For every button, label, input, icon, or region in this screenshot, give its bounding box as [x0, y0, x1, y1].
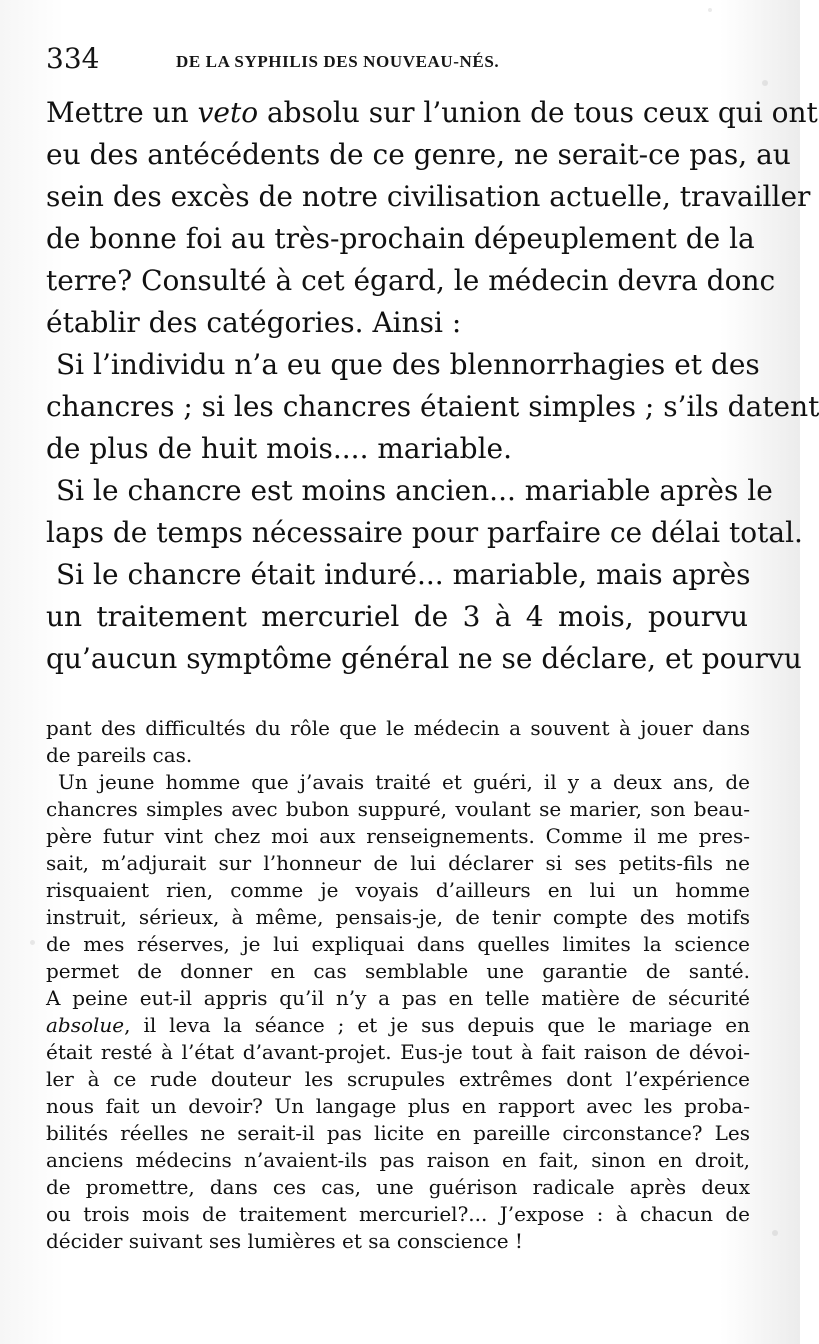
footnote-block	[46, 715, 750, 1255]
footnote-line: de mes réserves, je lui expliquai dans quelles limites la science	[46, 932, 750, 956]
main-text-line: eu des antécédents de ce genre, ne serait-ce pas, au	[46, 138, 791, 171]
footnote-line: bilités réelles ne serait-il pas licite en pareille circonstance? Les	[46, 1121, 750, 1145]
main-text-line: sein des excès de notre civilisation actuelle, travailler	[46, 180, 811, 213]
footnote-line: était resté à l’état d’avant-projet. Eus-je tout à fait raison de dévoi-	[46, 1040, 750, 1064]
footnote-line: anciens médecins n’avaient-ils pas raison en fait, sinon en droit,	[46, 1148, 750, 1172]
main-text-block	[46, 92, 819, 680]
footnote-line: décider suivant ses lumières et sa conscience !	[46, 1229, 523, 1253]
main-text-line: Si le chancre était induré... mariable, mais après	[56, 558, 751, 591]
paper-speck	[762, 80, 768, 86]
main-text-line: un traitement mercuriel de 3 à 4 mois, pourvu	[46, 600, 748, 633]
main-text-line: de plus de huit mois.... mariable.	[46, 432, 513, 465]
running-title: DE LA SYPHILIS DES NOUVEAU-NÉS.	[176, 52, 500, 71]
main-text-line: de bonne foi au très-prochain dépeuplement de la	[46, 222, 755, 255]
emphasized-word: veto	[197, 96, 259, 129]
footnote-line: de promettre, dans ces cas, une guérison radicale après deux	[46, 1175, 750, 1199]
paper-speck	[772, 1230, 778, 1236]
footnote-line: permet de donner en cas semblable une garantie de santé.	[46, 959, 750, 983]
emphasized-word: absolue	[46, 1013, 125, 1037]
page-number: 334	[46, 42, 100, 75]
main-text-span: Mettre un	[46, 96, 198, 129]
footnote-line: Un jeune homme que j’avais traité et guéri, il y a deux ans, de	[58, 770, 750, 794]
footnote-line: de pareils cas.	[46, 743, 193, 767]
main-text-line: établir des catégories. Ainsi :	[46, 306, 462, 339]
main-text-line: chancres ; si les chancres étaient simples ; s’ils datent	[46, 390, 819, 423]
footnote-line: ler à ce rude douteur les scrupules extrêmes dont l’expérience	[46, 1067, 750, 1091]
paper-speck	[30, 940, 35, 945]
footnote-line: A peine eut-il appris qu’il n’y a pas en telle matière de sécurité	[46, 986, 750, 1010]
main-text-line: laps de temps nécessaire pour parfaire ce délai total.	[46, 516, 803, 549]
footnote-line: nous fait un devoir? Un langage plus en rapport avec les proba-	[46, 1094, 750, 1118]
footnote-line: instruit, sérieux, à même, pensais-je, de tenir compte des motifs	[46, 905, 750, 929]
footnote-divider	[46, 700, 748, 702]
footnote-line: sait, m’adjurait sur l’honneur de lui déclarer si ses petits-fils ne	[46, 851, 750, 875]
paper-speck	[708, 8, 712, 12]
main-text-line: qu’aucun symptôme général ne se déclare, et pourvu	[46, 642, 802, 675]
page-header	[46, 38, 746, 82]
main-text-span: absolu sur l’union de tous ceux qui ont	[258, 96, 818, 129]
main-text-line: Si le chancre est moins ancien... mariable après le	[56, 474, 773, 507]
footnote-line	[46, 1012, 750, 1039]
footnote-line: ou trois mois de traitement mercuriel?... J’expose : à chacun de	[46, 1202, 750, 1226]
main-text-line	[46, 92, 818, 134]
main-text-line: terre? Consulté à cet égard, le médecin devra donc	[46, 264, 776, 297]
main-text-line: Si l’individu n’a eu que des blennorrhagies et des	[56, 348, 760, 381]
footnote-line: pant des difficultés du rôle que le médecin a souvent à jouer dans	[46, 716, 750, 740]
footnote-line: père futur vint chez moi aux renseignements. Comme il me pres-	[46, 824, 750, 848]
footnote-span: , il leva la séance ; et je sus depuis que le mariage en	[124, 1013, 750, 1037]
footnote-line: risquaient rien, comme je voyais d’ailleurs en lui un homme	[46, 878, 750, 902]
footnote-line: chancres simples avec bubon suppuré, voulant se marier, son beau-	[46, 797, 750, 821]
